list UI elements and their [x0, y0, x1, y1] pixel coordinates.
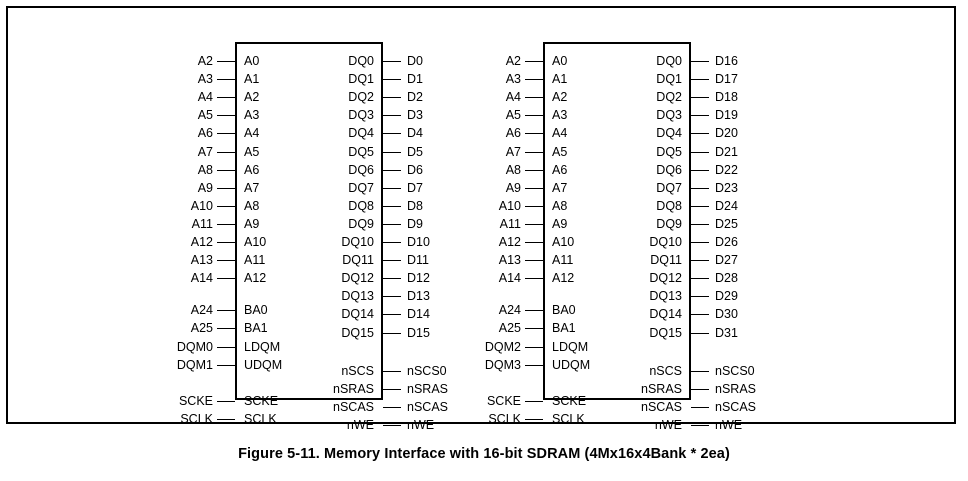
pin-lead: [525, 79, 543, 80]
pin-external-label: DQM3: [484, 357, 521, 372]
pin-internal-label: A7: [244, 180, 260, 195]
pin-external-label: A25: [498, 321, 521, 336]
pin-external-label: nSCS0: [715, 363, 755, 378]
pin-external-label: D6: [407, 162, 423, 177]
pin-internal-label: UDQM: [244, 357, 283, 372]
pin-internal-label: DQ5: [656, 144, 682, 159]
pin-lead: [383, 425, 401, 426]
pin-external-label: D2: [407, 90, 423, 105]
pin-lead: [691, 333, 709, 334]
pin-external-label: A12: [498, 235, 521, 249]
pin-external-label: A24: [190, 303, 213, 318]
pin-external-label: SCLK: [488, 411, 521, 426]
pin-lead: [691, 407, 709, 408]
pin-lead: [383, 242, 401, 243]
pin-lead: [691, 188, 709, 189]
pin-internal-label: SCLK: [244, 411, 277, 426]
pin-external-label: nWE: [715, 417, 743, 432]
pin-external-label: D10: [407, 235, 430, 249]
pin-external-label: D0: [407, 54, 423, 68]
pin-external-label: D22: [715, 162, 738, 177]
pin-internal-label: nWE: [346, 417, 374, 432]
pin-external-label: D17: [715, 72, 738, 87]
pin-lead: [691, 260, 709, 261]
pin-external-label: nSCS0: [407, 363, 447, 378]
pin-lead: [691, 224, 709, 225]
pin-lead: [525, 188, 543, 189]
pin-external-label: SCKE: [486, 393, 521, 408]
pin-internal-label: SCLK: [552, 411, 585, 426]
pin-external-label: A7: [197, 144, 213, 159]
pin-lead: [525, 401, 543, 402]
pin-internal-label: DQ10: [649, 235, 682, 249]
pin-internal-label: DQ11: [342, 253, 374, 268]
pin-external-label: A3: [197, 72, 213, 87]
pin-lead: [525, 278, 543, 279]
pin-external-label: D12: [407, 271, 430, 286]
pin-internal-label: BA0: [244, 303, 268, 318]
pin-internal-label: DQ3: [656, 108, 682, 123]
pin-external-label: A6: [505, 126, 521, 141]
pin-internal-label: DQ14: [341, 307, 374, 322]
pin-internal-label: nSCAS: [333, 399, 374, 414]
pin-external-label: A14: [498, 271, 521, 286]
pin-lead: [383, 152, 401, 153]
pin-lead: [383, 61, 401, 62]
pin-internal-label: A5: [244, 144, 260, 159]
pin-lead: [691, 79, 709, 80]
pin-internal-label: A7: [552, 180, 568, 195]
pin-external-label: A3: [505, 72, 521, 87]
pin-external-label: D18: [715, 90, 738, 105]
pin-internal-label: A2: [552, 90, 568, 105]
pin-lead: [217, 224, 235, 225]
pin-internal-label: DQ7: [656, 180, 682, 195]
pin-external-label: D5: [407, 144, 423, 159]
pin-lead: [691, 152, 709, 153]
pin-external-label: nSRAS: [715, 381, 756, 396]
pin-internal-label: DQ15: [341, 325, 374, 340]
pin-internal-label: A11: [244, 253, 266, 268]
pin-internal-label: A11: [552, 253, 574, 268]
pin-internal-label: LDQM: [552, 339, 589, 354]
pin-lead: [525, 61, 543, 62]
pin-external-label: D25: [715, 216, 738, 231]
pin-external-label: D24: [715, 198, 738, 213]
pin-external-label: A10: [190, 198, 213, 213]
pin-internal-label: A9: [244, 216, 260, 231]
pin-internal-label: BA1: [552, 321, 576, 336]
pin-external-label: A9: [197, 180, 213, 195]
pin-external-label: D4: [407, 126, 423, 141]
pin-internal-label: DQ3: [348, 108, 374, 123]
pin-internal-label: A3: [244, 108, 260, 123]
pin-lead: [217, 310, 235, 311]
pin-internal-label: DQ5: [348, 144, 374, 159]
pin-lead: [525, 206, 543, 207]
pin-internal-label: nSCS: [649, 363, 682, 378]
pin-internal-label: DQ12: [341, 271, 374, 286]
pin-internal-label: A5: [552, 144, 568, 159]
pin-external-label: D3: [407, 108, 423, 123]
pin-lead: [383, 206, 401, 207]
pin-lead: [217, 97, 235, 98]
pin-internal-label: A12: [552, 271, 575, 286]
pin-internal-label: A0: [244, 54, 260, 68]
pin-external-label: D1: [407, 72, 423, 87]
pin-lead: [383, 79, 401, 80]
pin-lead: [691, 115, 709, 116]
pin-internal-label: A1: [244, 72, 260, 87]
pin-lead: [525, 97, 543, 98]
pin-lead: [525, 133, 543, 134]
pin-internal-label: DQ2: [656, 90, 682, 105]
pin-internal-label: A0: [552, 54, 568, 68]
pin-external-label: DQM1: [176, 357, 213, 372]
pin-external-label: A11: [499, 216, 521, 231]
pin-internal-label: A4: [244, 126, 260, 141]
pin-internal-label: A8: [244, 198, 260, 213]
pin-lead: [383, 224, 401, 225]
pin-lead: [525, 242, 543, 243]
pin-lead: [691, 389, 709, 390]
pin-internal-label: DQ0: [656, 54, 682, 68]
pin-lead: [691, 425, 709, 426]
figure-caption: Figure 5-11. Memory Interface with 16-bit SDRAM (4Mx16x4Bank * 2ea): [238, 446, 730, 462]
pin-internal-label: DQ1: [348, 72, 374, 87]
pin-internal-label: DQ8: [656, 198, 682, 213]
pin-external-label: A14: [190, 271, 213, 286]
pin-internal-label: A8: [552, 198, 568, 213]
pin-external-label: A13: [498, 253, 521, 268]
pin-external-label: DQM2: [484, 339, 521, 354]
pin-lead: [383, 278, 401, 279]
pin-lead: [525, 328, 543, 329]
pin-external-label: A24: [498, 303, 521, 318]
pin-external-label: D21: [715, 144, 738, 159]
pin-external-label: nSRAS: [407, 381, 448, 396]
pin-internal-label: SCKE: [552, 393, 587, 408]
pin-lead: [217, 79, 235, 80]
pin-internal-label: DQ13: [649, 289, 682, 304]
pin-internal-label: DQ7: [348, 180, 374, 195]
pin-internal-label: nSRAS: [641, 381, 682, 396]
pin-internal-label: DQ4: [348, 126, 374, 141]
pin-lead: [217, 260, 235, 261]
pin-internal-label: A12: [244, 271, 267, 286]
pin-lead: [217, 347, 235, 348]
pin-lead: [525, 310, 543, 311]
pin-internal-label: A6: [552, 162, 568, 177]
pin-lead: [217, 419, 235, 420]
pin-lead: [691, 133, 709, 134]
pin-lead: [217, 328, 235, 329]
pin-lead: [525, 115, 543, 116]
pin-lead: [217, 242, 235, 243]
pin-external-label: nSCAS: [407, 399, 448, 414]
pin-lead: [383, 97, 401, 98]
pin-internal-label: A10: [552, 235, 575, 249]
pin-external-label: A9: [505, 180, 521, 195]
pin-lead: [691, 278, 709, 279]
pin-lead: [217, 188, 235, 189]
pin-lead: [383, 314, 401, 315]
pin-lead: [217, 152, 235, 153]
pin-lead: [383, 133, 401, 134]
pin-external-label: A8: [505, 162, 521, 177]
pin-internal-label: A9: [552, 216, 568, 231]
pin-lead: [691, 371, 709, 372]
pin-external-label: D15: [407, 325, 430, 340]
pin-internal-label: nSRAS: [333, 381, 374, 396]
pin-internal-label: A3: [552, 108, 568, 123]
pin-external-label: D19: [715, 108, 738, 123]
pin-lead: [217, 401, 235, 402]
pin-internal-label: DQ10: [341, 235, 374, 249]
pin-external-label: A11: [191, 216, 213, 231]
pin-lead: [691, 61, 709, 62]
pin-external-label: A13: [190, 253, 213, 268]
pin-lead: [217, 206, 235, 207]
pin-lead: [217, 115, 235, 116]
pin-lead: [691, 97, 709, 98]
pin-lead: [383, 389, 401, 390]
pin-internal-label: SCKE: [244, 393, 279, 408]
pin-lead: [383, 188, 401, 189]
pin-external-label: A4: [505, 90, 521, 105]
pin-external-label: D27: [715, 253, 738, 268]
pin-lead: [691, 314, 709, 315]
pin-lead: [525, 170, 543, 171]
pin-lead: [383, 407, 401, 408]
pin-internal-label: A6: [244, 162, 260, 177]
pin-external-label: A25: [190, 321, 213, 336]
pin-external-label: A8: [197, 162, 213, 177]
pin-internal-label: BA0: [552, 303, 576, 318]
pin-lead: [691, 242, 709, 243]
pin-external-label: D9: [407, 216, 423, 231]
pin-internal-label: DQ1: [656, 72, 682, 87]
pin-lead: [383, 371, 401, 372]
pin-lead: [383, 296, 401, 297]
pin-internal-label: BA1: [244, 321, 268, 336]
pin-internal-label: nSCAS: [641, 399, 682, 414]
pin-lead: [217, 61, 235, 62]
pin-external-label: D28: [715, 271, 738, 286]
pin-external-label: nSCAS: [715, 399, 756, 414]
pin-external-label: D13: [407, 289, 430, 304]
pin-lead: [525, 365, 543, 366]
pin-lead: [525, 260, 543, 261]
pin-external-label: DQM0: [176, 339, 213, 354]
pin-external-label: A6: [197, 126, 213, 141]
pin-external-label: D16: [715, 54, 738, 68]
pin-external-label: A4: [197, 90, 213, 105]
pin-lead: [691, 296, 709, 297]
pin-external-label: D29: [715, 289, 738, 304]
pin-external-label: A2: [505, 54, 521, 68]
pin-internal-label: A1: [552, 72, 568, 87]
pin-lead: [383, 170, 401, 171]
pin-lead: [691, 206, 709, 207]
pin-external-label: D31: [715, 325, 738, 340]
pin-external-label: D8: [407, 198, 423, 213]
pin-lead: [383, 333, 401, 334]
pin-lead: [525, 152, 543, 153]
pin-external-label: SCLK: [180, 411, 213, 426]
pin-internal-label: DQ8: [348, 198, 374, 213]
pin-lead: [383, 260, 401, 261]
pin-internal-label: DQ12: [649, 271, 682, 286]
pin-internal-label: nSCS: [341, 363, 374, 378]
pin-internal-label: nWE: [654, 417, 682, 432]
pin-external-label: A5: [197, 108, 213, 123]
pin-lead: [691, 170, 709, 171]
pin-lead: [217, 278, 235, 279]
pin-lead: [525, 224, 543, 225]
pin-external-label: A2: [197, 54, 213, 68]
pin-external-label: A10: [498, 198, 521, 213]
pin-internal-label: UDQM: [552, 357, 591, 372]
pin-lead: [217, 365, 235, 366]
pin-internal-label: DQ6: [348, 162, 374, 177]
pin-lead: [525, 419, 543, 420]
pin-internal-label: DQ15: [649, 325, 682, 340]
pin-internal-label: A4: [552, 126, 568, 141]
pin-external-label: D11: [407, 253, 430, 268]
pin-lead: [383, 115, 401, 116]
pin-external-label: D7: [407, 180, 423, 195]
pin-internal-label: A10: [244, 235, 267, 249]
pin-external-label: D23: [715, 180, 738, 195]
pin-internal-label: A2: [244, 90, 260, 105]
pin-internal-label: DQ2: [348, 90, 374, 105]
pin-external-label: D20: [715, 126, 738, 141]
pin-internal-label: DQ0: [348, 54, 374, 68]
pin-internal-label: DQ9: [348, 216, 374, 231]
pin-external-label: A12: [190, 235, 213, 249]
pin-lead: [217, 170, 235, 171]
pin-lead: [217, 133, 235, 134]
pin-external-label: SCKE: [178, 393, 213, 408]
pin-external-label: A5: [505, 108, 521, 123]
pin-external-label: A7: [505, 144, 521, 159]
pin-internal-label: DQ14: [649, 307, 682, 322]
pin-internal-label: DQ4: [656, 126, 682, 141]
pin-internal-label: DQ6: [656, 162, 682, 177]
pin-internal-label: DQ11: [650, 253, 682, 268]
pin-external-label: D14: [407, 307, 430, 322]
pin-lead: [525, 347, 543, 348]
pin-external-label: D30: [715, 307, 738, 322]
pin-internal-label: DQ13: [341, 289, 374, 304]
pin-external-label: D26: [715, 235, 738, 249]
pin-external-label: nWE: [407, 417, 435, 432]
pin-internal-label: LDQM: [244, 339, 281, 354]
pin-internal-label: DQ9: [656, 216, 682, 231]
